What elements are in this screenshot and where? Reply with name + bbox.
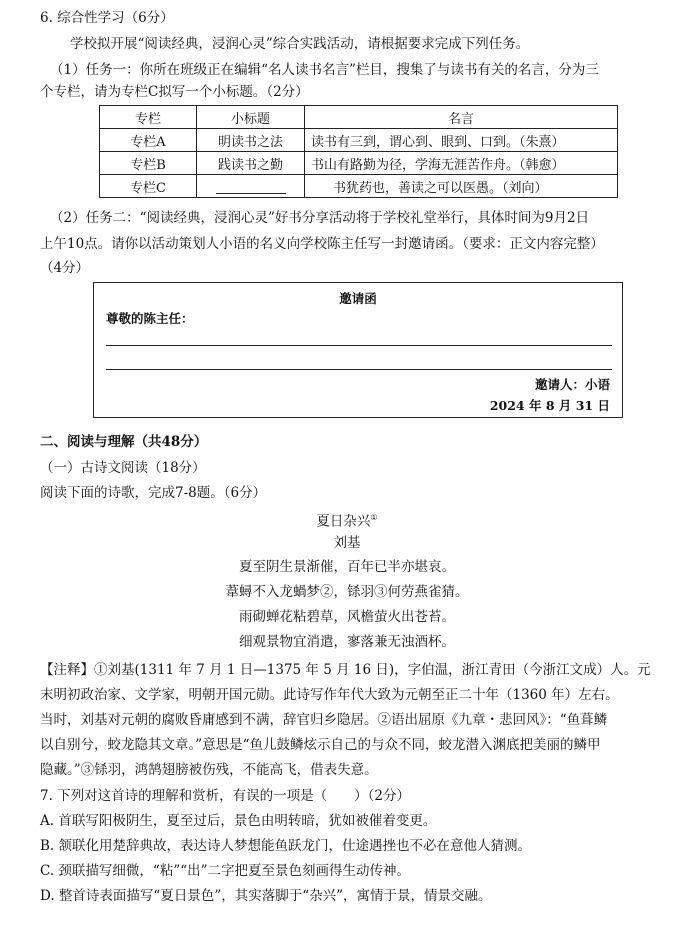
notes-line: 以自别兮，蛟龙隐其文章。”意思是“鱼儿鼓鳞炫示自己的与众不同，蛟龙潜入渊底把美丽的鳞甲 <box>40 737 601 753</box>
table-row <box>100 175 618 198</box>
notes-line: 隐藏。”③铩羽，鸿鹄翅膀被伤残，不能高飞，借表失意。 <box>40 762 378 778</box>
q7-option-b[interactable]: B. 颔联化用楚辞典故，表达诗人梦想能鱼跃龙门，仕途遇挫也不必在意他人猜测。 <box>40 838 532 854</box>
poem-note-mark: ① <box>370 513 378 522</box>
table-cell: 读书有三到，谓心到、眼到、口到。（朱熹） <box>305 129 618 152</box>
table-row <box>100 129 618 152</box>
section2-instruction: 阅读下面的诗歌，完成7-8题。（6分） <box>40 485 267 501</box>
table-cell: 书山有路勤为径，学海无涯苦作舟。（韩愈） <box>305 152 618 175</box>
table-header-cell: 名言 <box>305 106 618 129</box>
poem-line: 细观景物宜消遣，寥落兼无浊酒杯。 <box>239 634 455 650</box>
notes-line: 当时，刘基对元朝的腐败昏庸感到不满，辞官归乡隐居。②语出屈原《九章・悲回风》：“鱼葺鳞 <box>40 712 608 728</box>
q6-task1-line2: 个专栏，请为专栏C拟写一个小标题。（2分） <box>40 84 309 100</box>
q6-intro: 学校拟开展“阅读经典，浸润心灵”综合实践活动，请根据要求完成下列任务。 <box>70 36 530 52</box>
table-header-cell: 小标题 <box>197 106 305 129</box>
q6-task2-line3: （4分） <box>40 260 90 276</box>
table-header-row <box>100 106 618 129</box>
table-cell: 专栏A <box>100 129 197 152</box>
table-cell: 专栏C <box>100 175 197 198</box>
letter-signer: 邀请人：小语 <box>534 377 610 392</box>
column-table <box>99 105 618 198</box>
poem-author: 刘基 <box>333 535 361 551</box>
answer-blank-cell[interactable] <box>197 175 305 198</box>
q7-option-d[interactable]: D. 整首诗表面描写“夏日景色”，其实落脚于“杂兴”，寓情于景，情景交融。 <box>40 888 492 904</box>
table-header-cell: 专栏 <box>100 106 197 129</box>
poem-title: 夏日杂兴 <box>316 513 371 530</box>
poem-line: 夏至阴生景渐催，百年已半亦堪哀。 <box>239 559 455 575</box>
poem-line: 葦蟳不入龙蝸梦②，铩羽③何劳燕雀猜。 <box>225 584 469 600</box>
section2-sub: （一）古诗文阅读（18分） <box>40 460 206 476</box>
table-cell: 践读书之勤 <box>197 152 305 175</box>
table-cell: 明读书之法 <box>197 129 305 152</box>
poem-line: 雨砌蝉花粘碧草，风檐萤火出苍苔。 <box>239 609 455 625</box>
q6-task1-line1: （1）任务一：你所在班级正在编辑“名人读书名言”栏目，搜集了与读书有关的名言，分为三 <box>50 62 599 78</box>
table-row <box>100 152 618 175</box>
table-cell: 专栏B <box>100 152 197 175</box>
q7-option-a[interactable]: A. 首联写阳极阴生，夏至过后，景色由明转暗，犹如被催着变更。 <box>40 813 437 829</box>
writing-line[interactable] <box>106 369 612 370</box>
q7-option-c[interactable]: C. 颈联描写细微，“粘”“出”二字把夏至景色刻画得生动传神。 <box>40 863 411 879</box>
notes-line: 【注释】①刘基(1311 年 7 月 1 日—1375 年 5 月 16 日)，字伯温，浙江青田（今浙江文成）人。元 <box>40 662 651 678</box>
table-cell: 书犹药也，善读之可以医愚。（刘向） <box>305 175 618 198</box>
letter-date: 2024 年 8 月 31 日 <box>489 398 610 413</box>
q6-task2-line2: 上午10点。请你以活动策划人小语的名义向学校陈主任写一封邀请函。（要求：正文内容完整） <box>40 236 604 252</box>
invitation-letter-box <box>93 282 623 418</box>
q6-heading: 6. 综合性学习（6分） <box>40 10 174 26</box>
letter-title: 邀请函 <box>339 291 377 306</box>
notes-line: 末明初政治家、文学家，明朝开国元勋。此诗写作年代大致为元朝至正二十年（1360 年）左右。 <box>40 687 619 703</box>
answer-blank[interactable] <box>216 179 286 194</box>
section2-heading: 二、阅读与理解（共48分） <box>40 434 208 450</box>
q7-stem: 7. 下列对这首诗的理解和赏析，有误的一项是（ ）（2分） <box>40 788 411 804</box>
poem-title-row <box>0 508 694 532</box>
q6-task2-line1: （2）任务二：“阅读经典，浸润心灵”好书分享活动将于学校礼堂举行，具体时间为9月2日 <box>50 210 590 226</box>
writing-line[interactable] <box>106 345 612 346</box>
letter-greeting: 尊敬的陈主任： <box>106 311 194 326</box>
